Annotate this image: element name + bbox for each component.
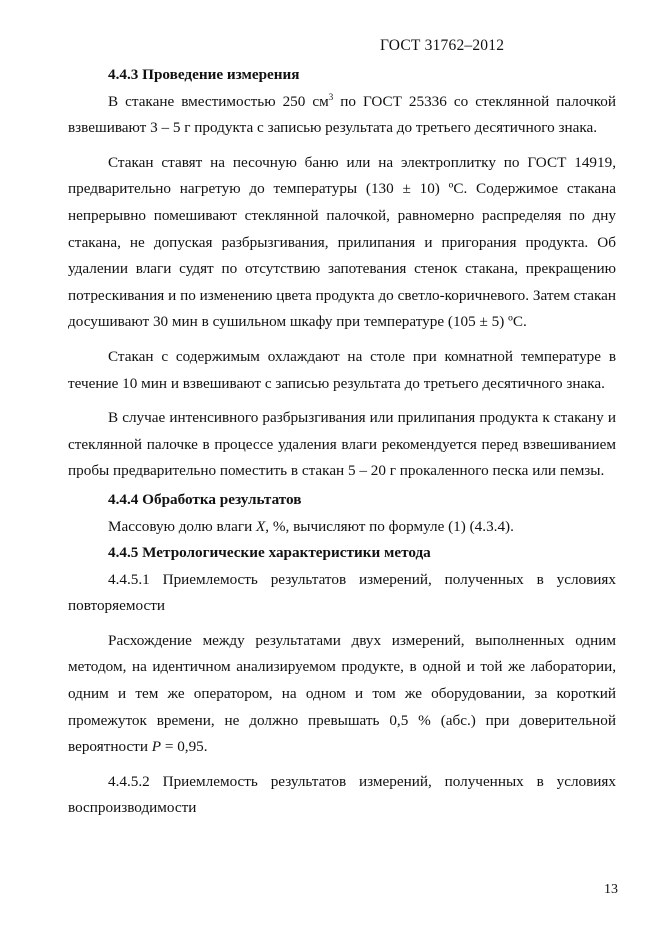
paragraph-text: , %, вычисляют по формуле (1) (4.3.4). (265, 517, 514, 535)
document-body (68, 62, 616, 822)
paragraph-text: = 0,95. (161, 738, 208, 756)
variable: X (256, 517, 266, 535)
paragraph: 4.4.5.1 Приемлемость результатов измерений, полученных в условиях повторяемости (68, 570, 616, 615)
paragraph: В случае интенсивного разбрызгивания или прилипания продукта к стакану и стеклянной палочке в процессе удаления влаги рекомендуется перед взвешиванием пробы предварительно поместить в стакан 5 – 20 г прокаленного песка или пемзы. (68, 409, 616, 480)
section-heading-4-4-3: 4.4.3 Проведение измерения (108, 66, 300, 83)
section-heading-4-4-5: 4.4.5 Метрологические характеристики метода (108, 544, 431, 562)
paragraph-text: Расхождение между результатами двух измерений, выполненных одним методом, на идентичном анализируемом продукте, в одной и той же лаборатории, одним и тем же оператором, на одном и том же оборудовании, за короткий промежуток времени, не должно превышать 0,5 % (абс.) при доверительной вероятности (68, 631, 616, 756)
paragraph-text: по ГОСТ 25336 со стеклянной палочкой взвешивают 3 – 5 г продукта с записью результата до третьего десятичного знака. (68, 92, 616, 137)
paragraph (68, 628, 616, 761)
paragraph (68, 89, 616, 142)
section-heading-4-4-4: 4.4.4 Обработка результатов (108, 490, 302, 508)
superscript: 3 (328, 91, 334, 102)
paragraph: Стакан ставят на песочную баню или на электроплитку по ГОСТ 14919, предварительно нагретую до температуры (130 ± 10) ºС. Содержимое стакана непрерывно помешивают стеклянной палочкой, равномерно распределяя по дну стакана, не допуская разбрызгивания, прилипания и пригорания продукта. Об удалении влаги судят по отсутствию запотевания стенок стакана, прекращению потрескивания и по изменению цвета продукта до светло-коричневого. Затем стакан досушивают 30 мин в сушильном шкафу при температуре (105 ± 5) ºС. (68, 153, 616, 331)
page-number: 13 (604, 882, 618, 897)
paragraph-text: В стакане вместимостью 250 см (108, 92, 329, 110)
paragraph (68, 514, 616, 541)
variable: Р (151, 738, 162, 756)
paragraph: 4.4.5.2 Приемлемость результатов измерений, полученных в условиях воспроизводимости (68, 772, 616, 817)
paragraph-text: Массовую долю влаги (108, 517, 256, 535)
document-header: ГОСТ 31762–2012 (380, 37, 505, 54)
paragraph: Стакан с содержимым охлаждают на столе при комнатной температуре в течение 10 мин и взвешивают с записью результата до третьего десятичного знака. (68, 347, 616, 392)
